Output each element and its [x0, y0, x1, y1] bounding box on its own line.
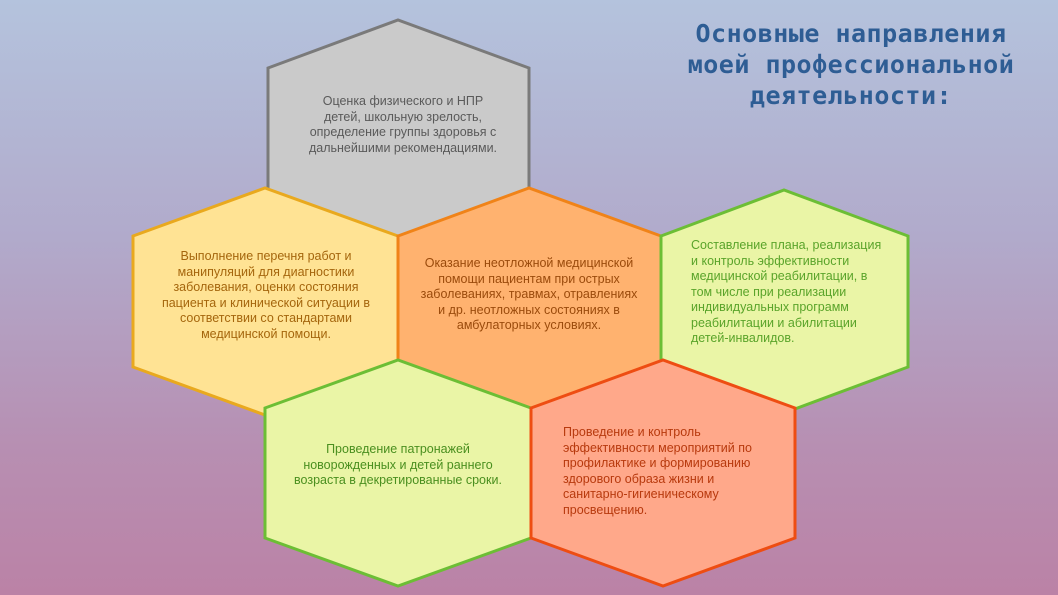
slide-title: Основные направления моей профессиональной деятельности: — [687, 19, 1015, 110]
hex-assessment-text: Оценка физического и НПР детей, школьную зрелость, определение группы здоровья с дальнейшими рекомендациями. — [308, 94, 498, 155]
hex-rehabilitation-text: Составление плана, реализация и контроль эффективности медицинской реабилитации, в том числе при реализации индивидуальных программ реабилитации и абилитации детей-инвалидов. — [691, 238, 882, 345]
hex-patronage-text: Проведение патронажей новорожденных и детей раннего возраста в декретированные сроки. — [294, 442, 502, 487]
hex-prevention-text: Проведение и контроль эффективности мероприятий по профилактике и формированию здорового образа жизни и санитарно-гигиеническому просвещению. — [563, 425, 752, 517]
hex-emergency-text: Оказание неотложной медицинской помощи пациентам при острых заболеваниях, травмах, отравлениях и др. неотложных состояниях в амбулаторных условиях. — [420, 256, 638, 332]
hex-diagnostics-text: Выполнение перечня работ и манипуляций для диагностики заболевания, оценки состояния пациента и клинической ситуации в соответствии со стандартами медицинской помощи. — [161, 249, 371, 341]
